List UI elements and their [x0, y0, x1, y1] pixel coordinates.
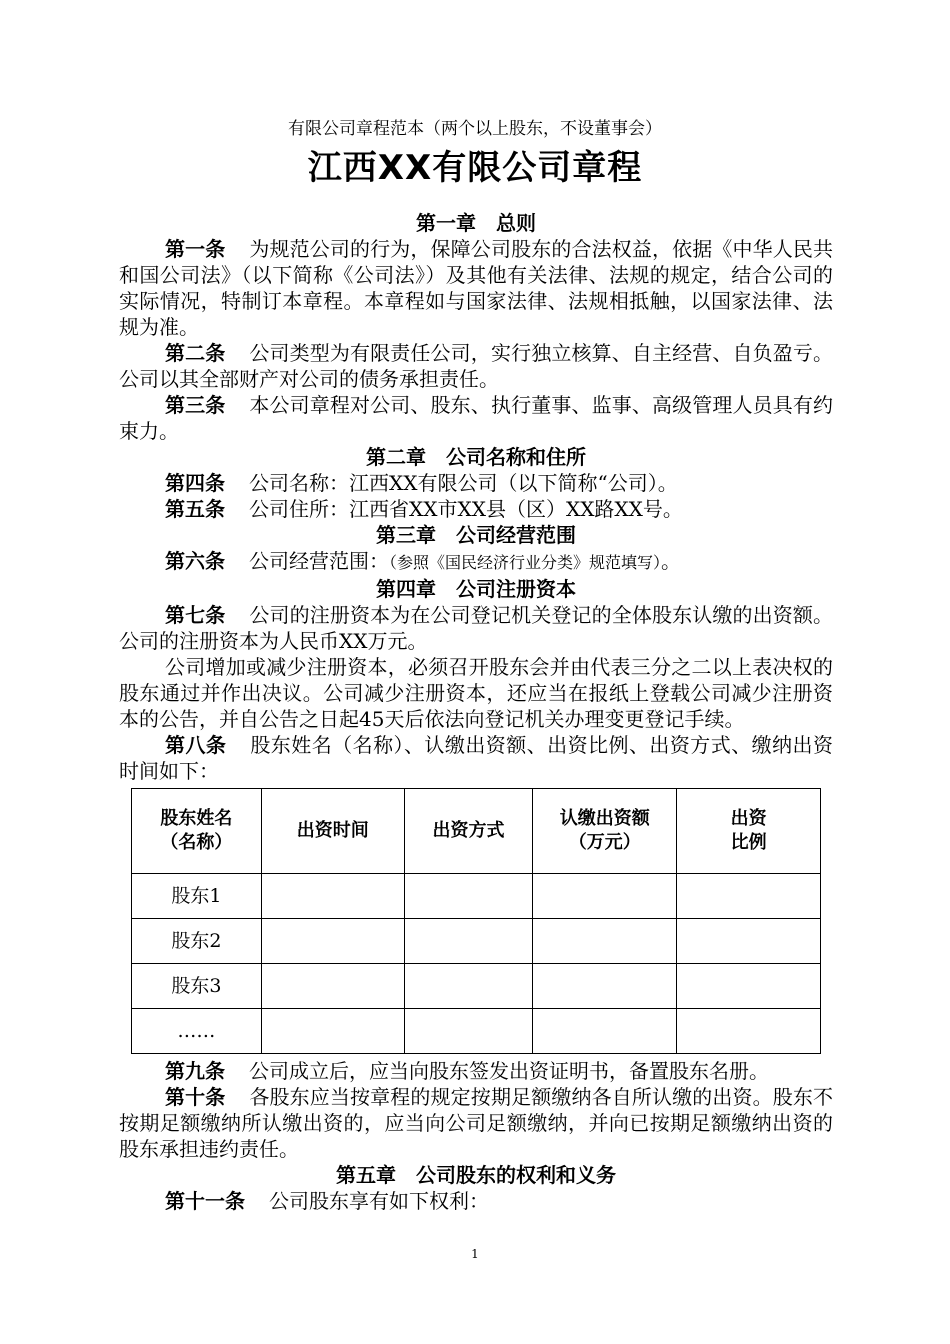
- article-label: 第七条: [165, 603, 226, 627]
- chapter-3-heading: 第三章 公司经营范围: [376, 523, 576, 547]
- article-label: 第九条: [165, 1059, 225, 1083]
- article-text: 股东姓名（名称）、认缴出资额、出资比例、出资方式、缴纳出资时间如下：: [119, 733, 834, 783]
- table-cell: [677, 964, 821, 1009]
- table-cell: [677, 919, 821, 964]
- article-note: （参照《国民经济行业分类》规范填写）: [389, 553, 662, 572]
- chapter-4-heading: 第四章 公司注册资本: [376, 577, 576, 601]
- article-text: 公司成立后，应当向股东签发出资证明书，备置股东名册。: [249, 1059, 769, 1083]
- article-2: [119, 340, 833, 392]
- table-cell: [404, 874, 533, 919]
- article-label: 第五条: [165, 497, 225, 521]
- article-3: [119, 392, 833, 444]
- chapter-1-heading: 第一章 总则: [416, 211, 536, 235]
- table-cell: [533, 874, 677, 919]
- article-label: 第二条: [165, 341, 226, 365]
- table-cell: [533, 919, 677, 964]
- shareholder-table: [131, 788, 821, 1054]
- article-11: [119, 1188, 833, 1214]
- article-text: 各股东应当按章程的规定按期足额缴纳各自所认缴的出资。股东不按期足额缴纳所认缴出资的，应当向公司足额缴纳，并向已按期足额缴纳出资的股东承担违约责任。: [119, 1085, 834, 1161]
- header-contribution-time: 出资时间: [261, 789, 404, 874]
- article-end: 。: [661, 549, 682, 573]
- document-body: [119, 208, 833, 1214]
- article-label: 第十条: [165, 1085, 226, 1109]
- header-contribution-method: 出资方式: [404, 789, 533, 874]
- article-text: 为规范公司的行为，保障公司股东的合法权益，依据《中华人民共和国公司法》（以下简称《公司法》）及其他有关法律、法规的规定，结合公司的实际情况，特制订本章程。本章程如与国家法律、法规相抵触，以国家法律、法规为准。: [119, 237, 834, 339]
- table-cell: [261, 919, 404, 964]
- document-subtitle: 有限公司章程范本（两个以上股东，不设董事会）: [288, 119, 662, 139]
- table-cell: 股东1: [132, 874, 262, 919]
- article-text: 公司名称：江西XX有限公司（以下简称“公司）。: [249, 471, 678, 495]
- article-text: 公司类型为有限责任公司，实行独立核算、自主经营、自负盈亏。公司以其全部财产对公司的债务承担责任。: [119, 341, 834, 391]
- table-cell: [677, 874, 821, 919]
- header-contribution-ratio: 出资 比例: [677, 789, 821, 874]
- article-10: [119, 1084, 833, 1162]
- article-4: [119, 470, 833, 496]
- article-label: 第四条: [165, 471, 225, 495]
- chapter-2-heading: 第二章 公司名称和住所: [366, 445, 586, 469]
- table-cell: [404, 964, 533, 1009]
- table-cell: [261, 874, 404, 919]
- table-row: [132, 874, 821, 919]
- article-9: [119, 1058, 833, 1084]
- article-6: [119, 548, 833, 576]
- article-text: 本公司章程对公司、股东、执行董事、监事、高级管理人员具有约束力。: [119, 393, 834, 443]
- page-number: 1: [471, 1247, 479, 1261]
- article-text: 公司住所：江西省XX市XX县（区）XX路XX号。: [249, 497, 683, 521]
- table-row: [132, 919, 821, 964]
- header-shareholder-name: 股东姓名 （名称）: [132, 789, 262, 874]
- table-cell: [533, 1009, 677, 1054]
- document-title: 江西XX有限公司章程: [307, 148, 643, 188]
- table-header-row: [132, 789, 821, 874]
- table-cell: [677, 1009, 821, 1054]
- article-1: [119, 236, 833, 340]
- article-7: [119, 602, 833, 654]
- article-label: 第八条: [165, 733, 227, 757]
- table-cell: ……: [132, 1009, 262, 1054]
- article-text: 公司经营范围：: [249, 549, 389, 573]
- article-text: 公司的注册资本为在公司登记机关登记的全体股东认缴的出资额。公司的注册资本为人民币XX万元。: [119, 603, 834, 653]
- article-5: [119, 496, 833, 522]
- article-label: 第六条: [165, 549, 225, 573]
- article-label: 第十一条: [165, 1189, 245, 1213]
- article-label: 第三条: [165, 393, 226, 417]
- table-cell: [261, 964, 404, 1009]
- table-cell: [404, 919, 533, 964]
- article-8: [119, 732, 833, 784]
- table-cell: [404, 1009, 533, 1054]
- table-cell: [261, 1009, 404, 1054]
- article-text: 公司股东享有如下权利：: [269, 1189, 489, 1213]
- table-cell: [533, 964, 677, 1009]
- table-cell: 股东2: [132, 919, 262, 964]
- table-row: [132, 1009, 821, 1054]
- article-7-paragraph-2: 公司增加或减少注册资本，必须召开股东会并由代表三分之二以上表决权的股东通过并作出决议。公司减少注册资本，还应当在报纸上登载公司减少注册资本的公告，并自公告之日起45天后依法向登记机关办理变更登记手续。: [119, 655, 833, 731]
- article-label: 第一条: [165, 237, 226, 261]
- table-row: [132, 964, 821, 1009]
- header-subscribed-amount: 认缴出资额 （万元）: [533, 789, 677, 874]
- table-cell: 股东3: [132, 964, 262, 1009]
- chapter-5-heading: 第五章 公司股东的权利和义务: [336, 1163, 616, 1187]
